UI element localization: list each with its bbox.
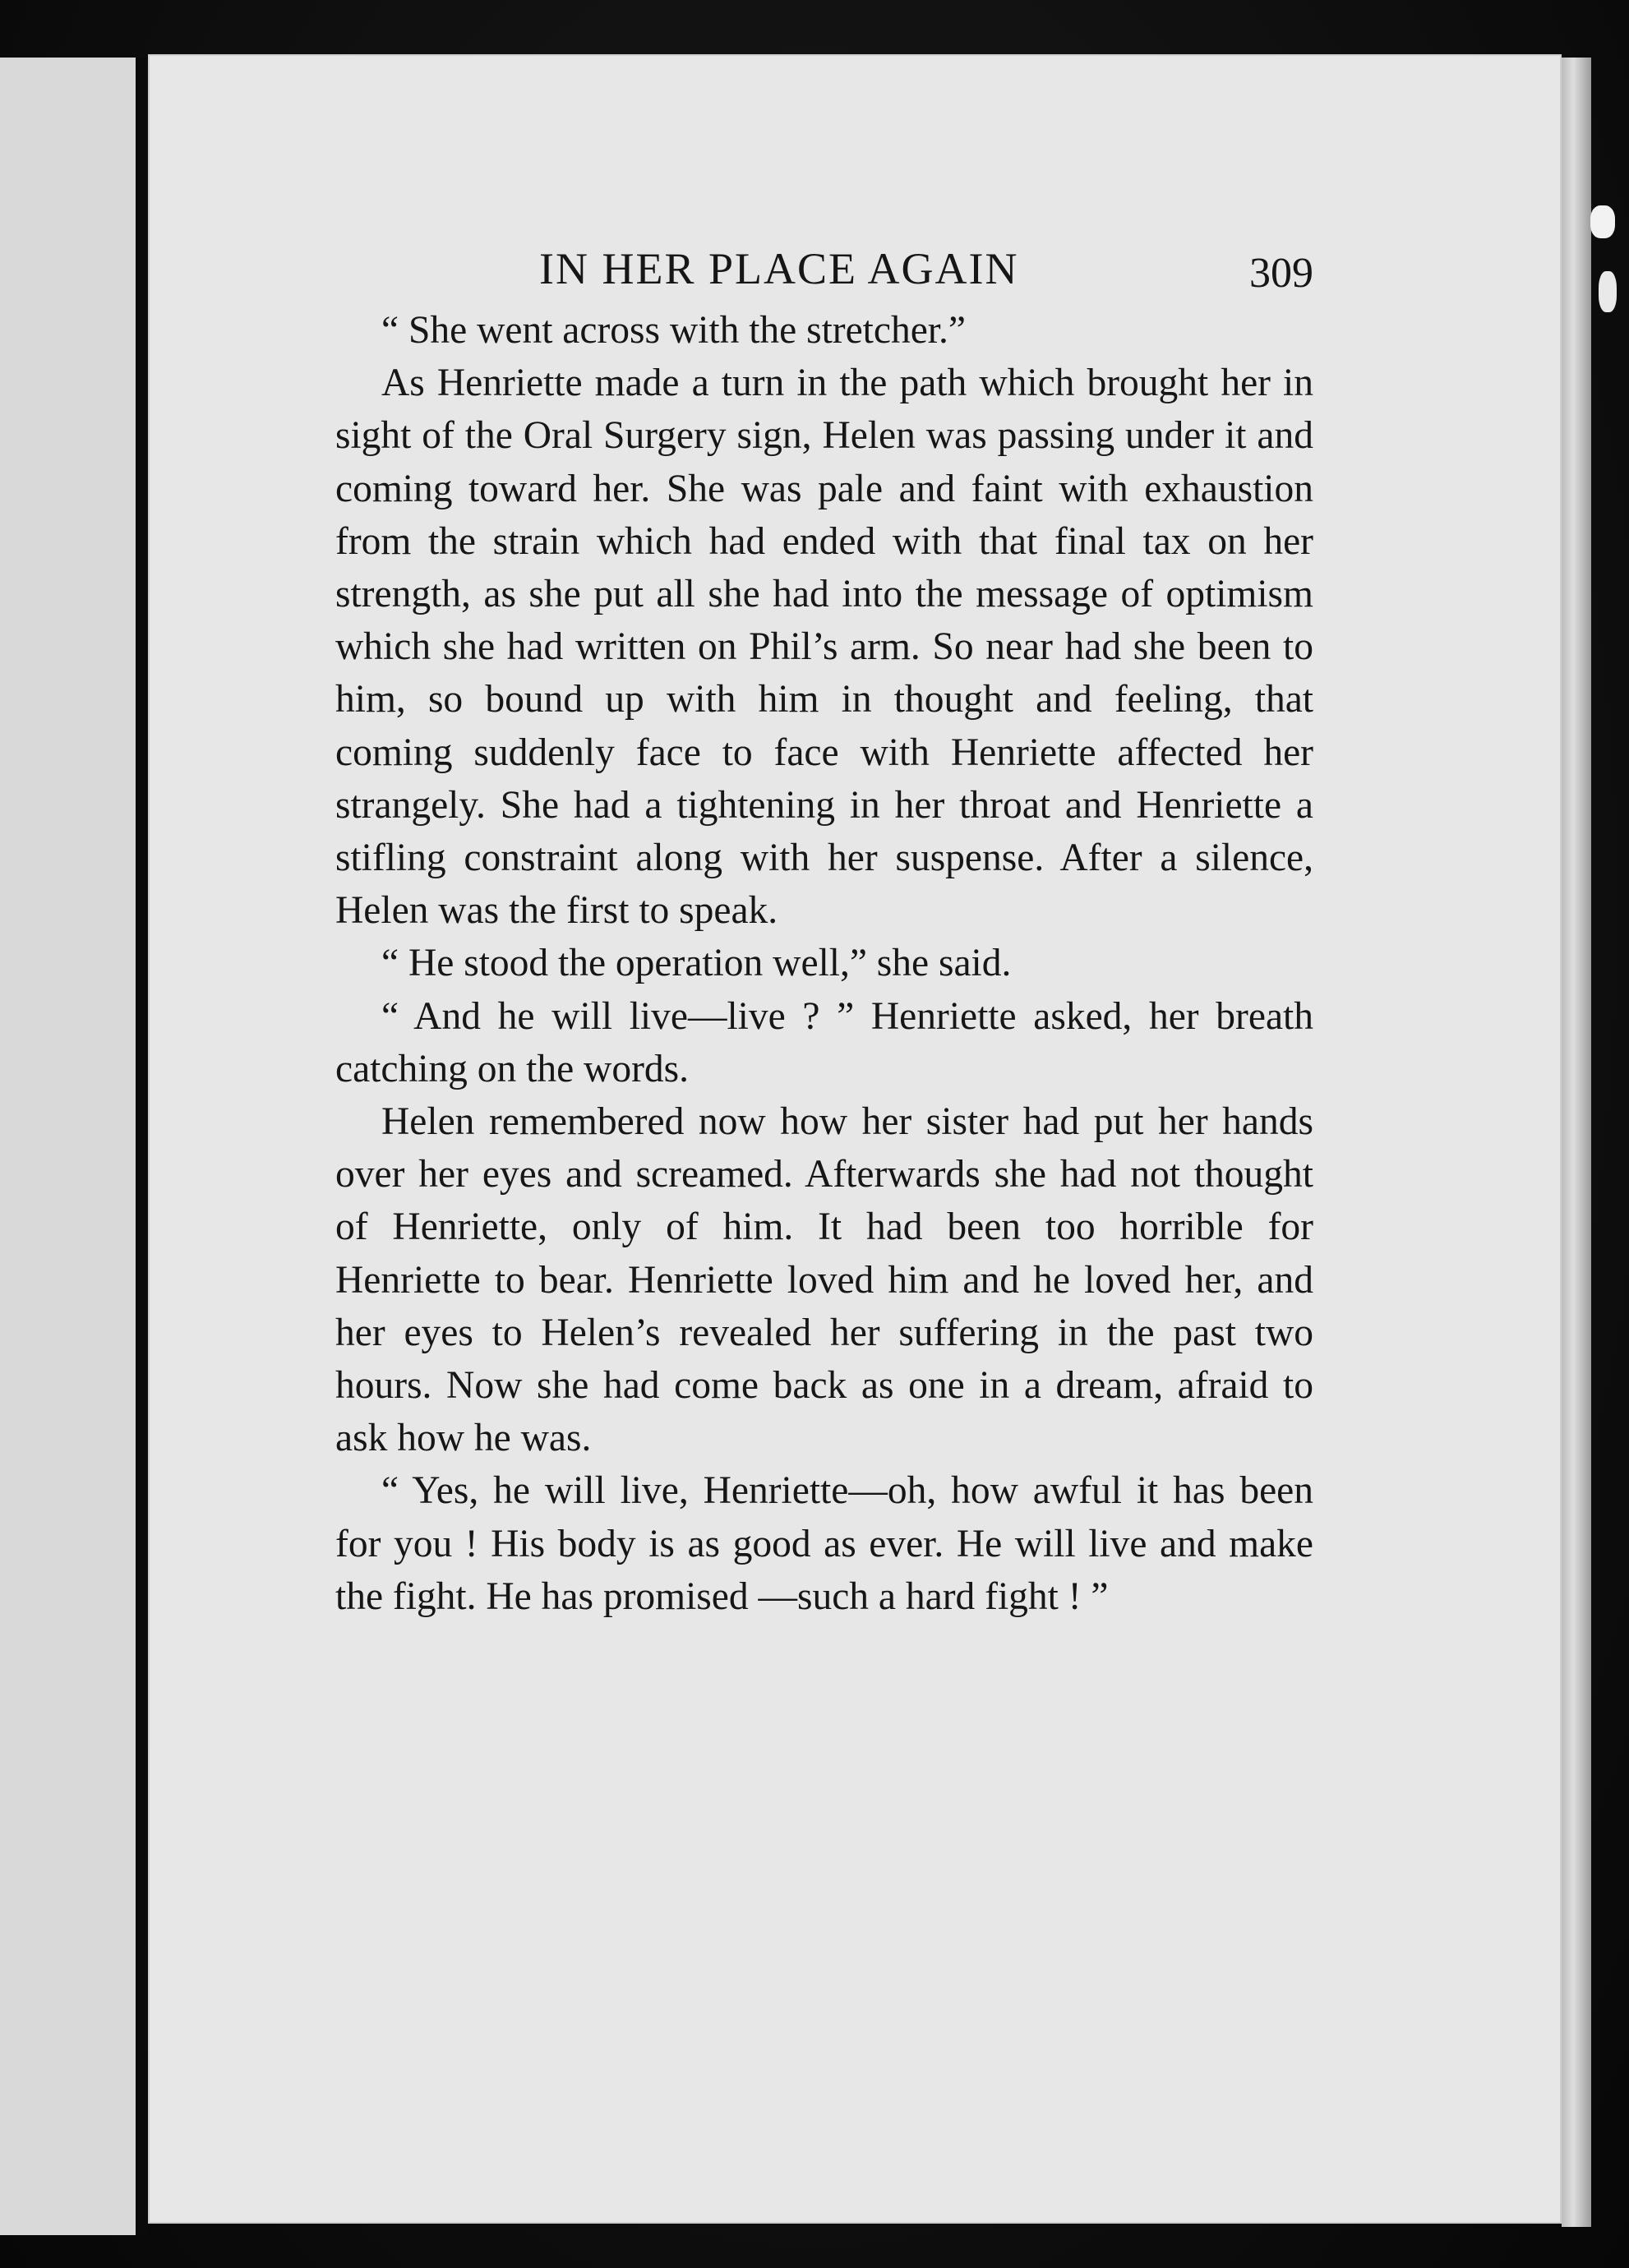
page-text-block [335, 238, 1313, 1623]
page-number: 309 [1249, 250, 1313, 297]
scan-speck [1590, 205, 1615, 238]
running-title: IN HER PLACE AGAIN [539, 244, 1019, 293]
book-gutter [136, 58, 147, 2235]
scan-speck [1599, 271, 1617, 312]
paragraph: As Henriette made a turn in the path which brought her in sight of the Oral Surgery sign, Helen was passing under it and coming toward her. She was pale and faint with exhaustion from the strain which had ended with that final tax on her strength, as she put all she had into the message of optimism which she had written on Phil’s arm. So near had she been to him, so bound up with him in thought and feeling, that coming suddenly face to face with Henriette affected her strangely. She had a tightening in her throat and Henriette a stifling constraint along with her suspense. After a silence, Helen was the first to speak. [335, 362, 1313, 933]
facing-page-edge [0, 58, 137, 2235]
running-head [335, 238, 1313, 304]
paragraph: “ He stood the operation well,” she said. [381, 942, 1012, 985]
paragraph: Helen remembered now how her sister had put her hands over her eyes and screamed. Afterwards she had not thought of Henriette, only of him. It had been too horrible for Henriette to bear. Henriette loved him and he loved her, and her eyes to Helen’s revealed her suffering in the past two hours. Now she had come back as one in a dream, afraid to ask how he was. [335, 1100, 1313, 1460]
paragraph: “ Yes, he will live, Henriette—oh, how awful it has been for you ! His body is as good as ever. He will live and make the fight. He has promised —such a hard fight ! ” [335, 1469, 1313, 1618]
paragraph: “ And he will live—live ? ” Henriette asked, her breath catching on the words. [335, 994, 1313, 1090]
page-fore-edge [1562, 58, 1591, 2227]
paragraph: “ She went across with the stretcher.” [381, 309, 966, 352]
